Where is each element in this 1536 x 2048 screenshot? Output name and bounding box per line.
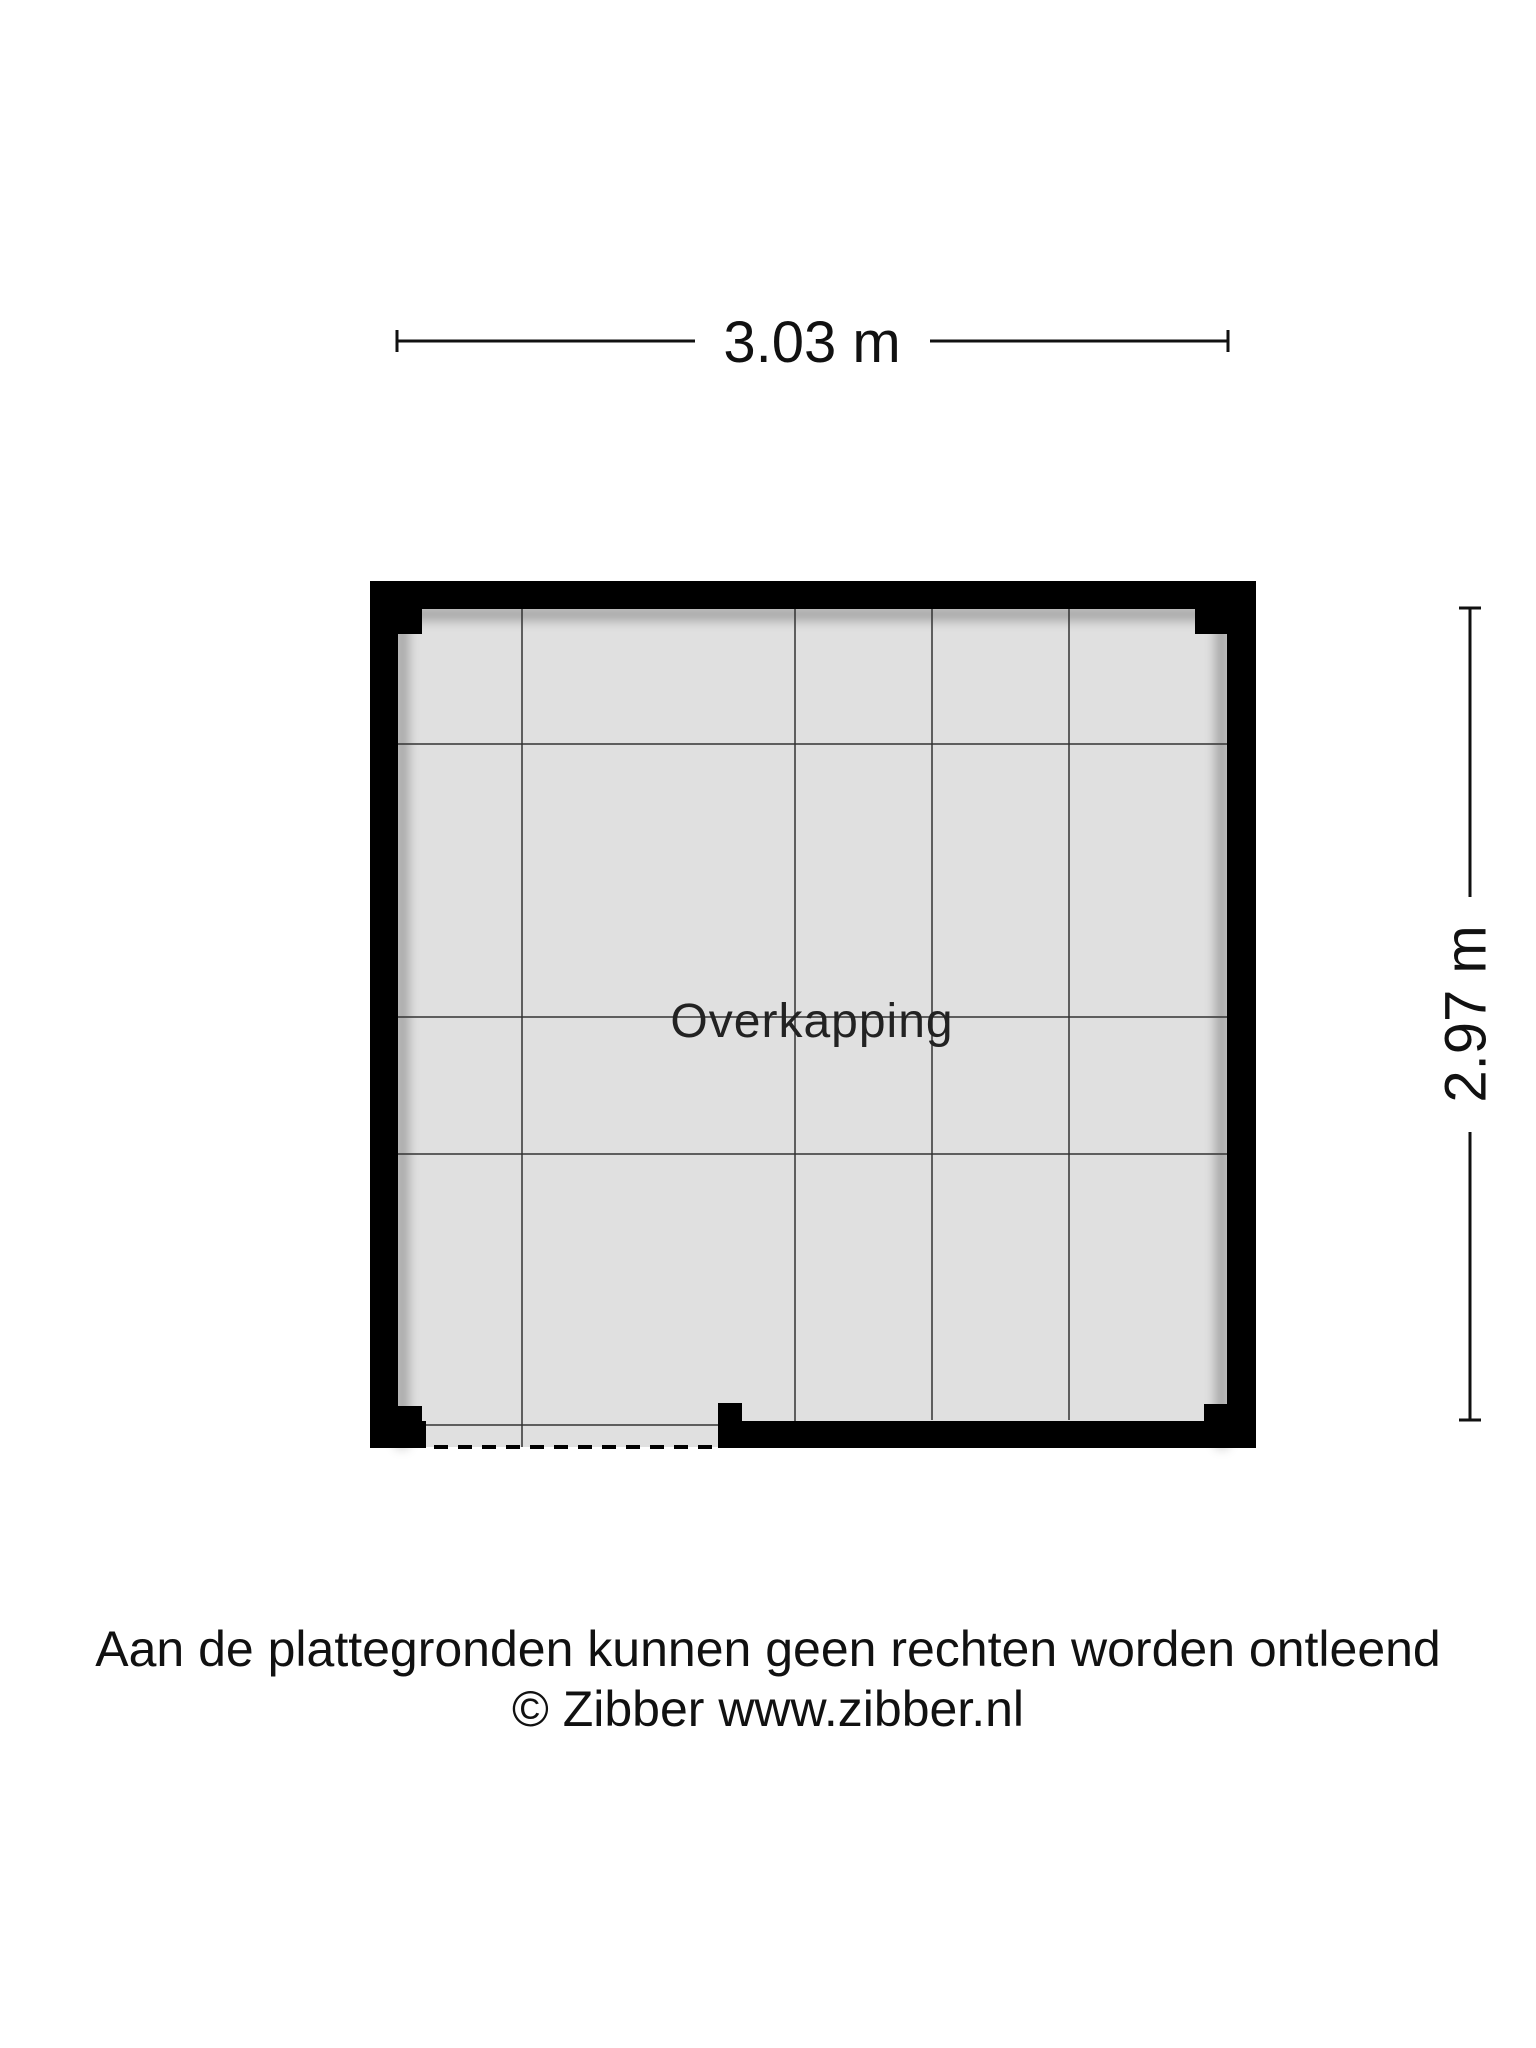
pillar-bottom-right [1204,1404,1227,1422]
wall-left [370,581,398,1448]
pillar-top-right [1195,609,1227,634]
pillar-opening-right [718,1403,742,1422]
wall-bottom-left-stub [370,1421,426,1448]
width-dimension [397,310,1228,375]
copyright-text: © Zibber www.zibber.nl [511,1681,1025,1737]
disclaimer-text: Aan de plattegronden kunnen geen rechten worden ontleend [95,1621,1441,1677]
height-dimension-label: 2.97 m [1433,925,1499,1103]
room-label: Overkapping [670,995,954,1048]
room-overkapping [370,581,1256,1448]
pillar-top-left [398,609,422,634]
wall-top [370,581,1256,609]
wall-right [1227,581,1256,1448]
height-dimension [1433,608,1498,1420]
wall-bottom-right [718,1421,1256,1448]
width-dimension-label: 3.03 m [723,310,901,375]
wall-shadow-left [397,609,407,1447]
pillar-bottom-left [398,1406,422,1422]
wall-shadow-right [1217,609,1227,1447]
